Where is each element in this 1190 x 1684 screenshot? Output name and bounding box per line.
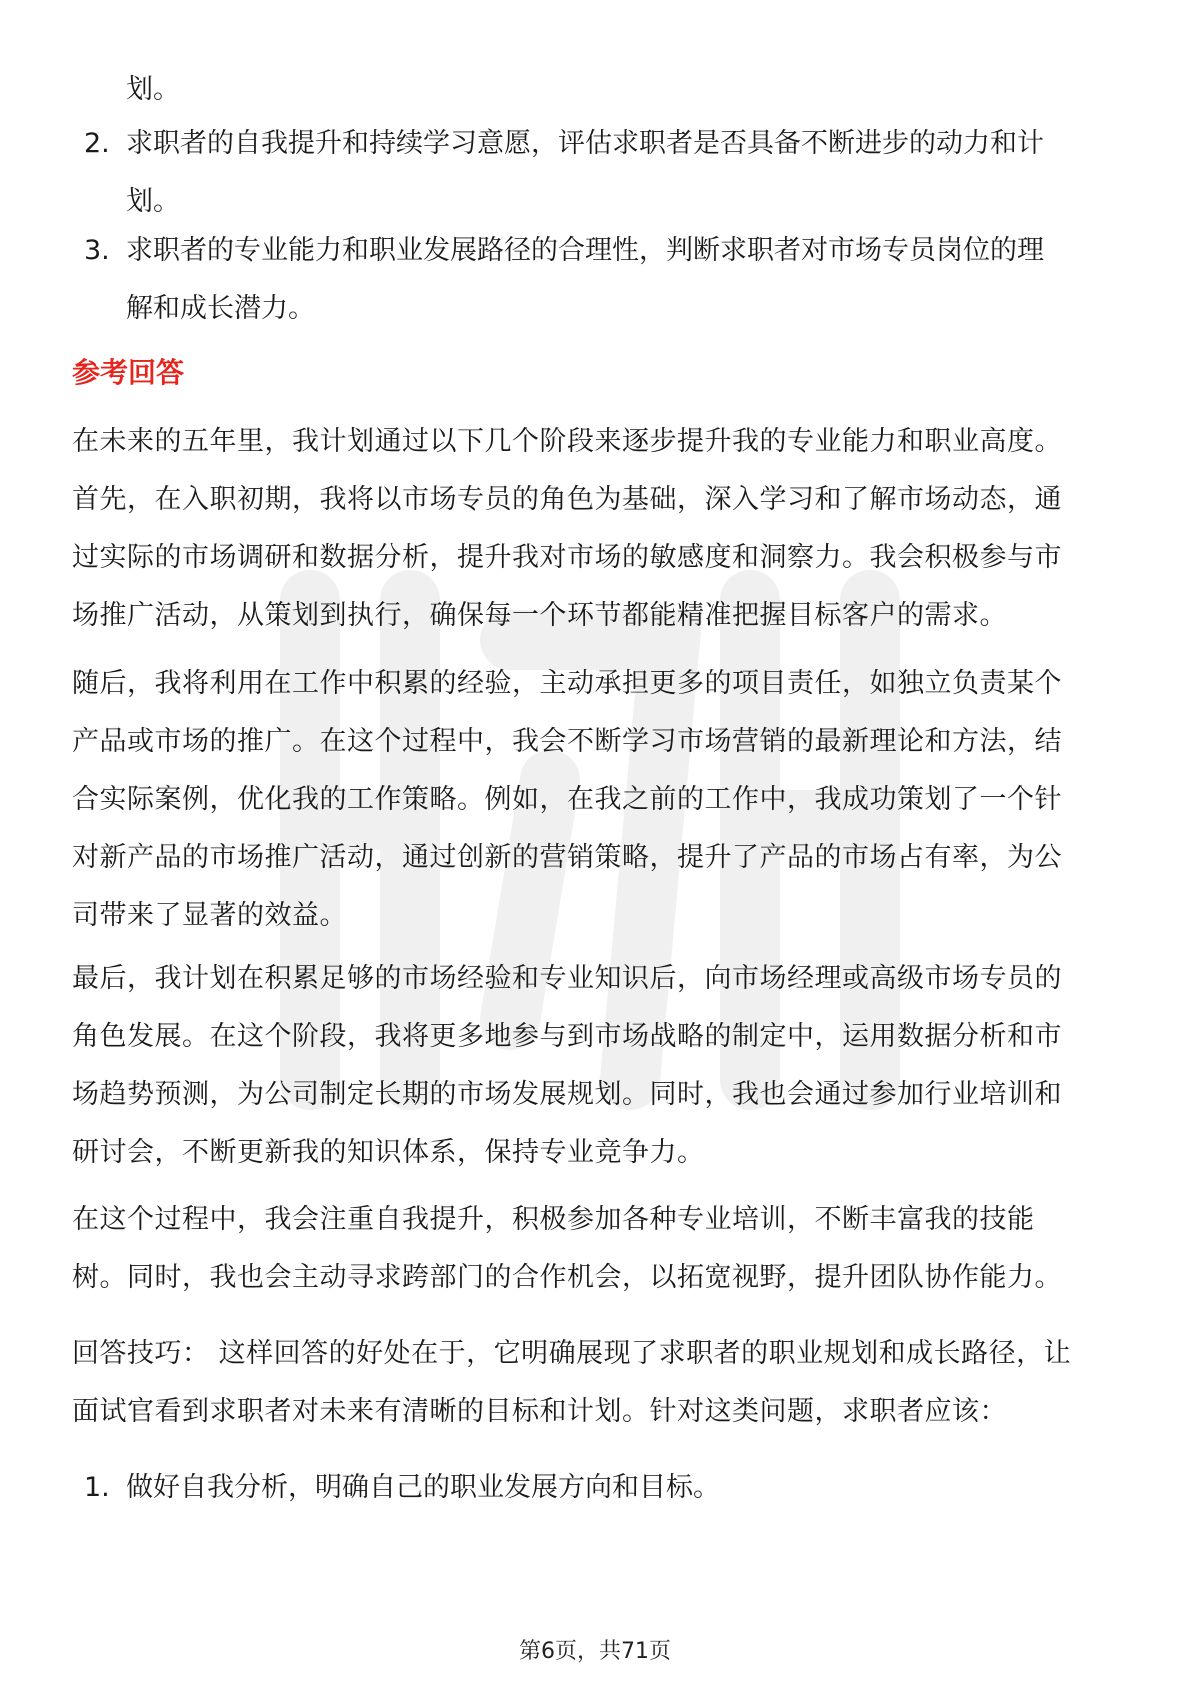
- list-number: 2.: [84, 128, 110, 159]
- list-text-line: 解和成长潜力。: [126, 293, 315, 324]
- list-text-line: 做好自我分析，明确自己的职业发展方向和目标。: [126, 1472, 720, 1503]
- evaluation-point-3: [72, 222, 1122, 338]
- list-text-line: 求职者的专业能力和职业发展路径的合理性，判断求职者对市场专员岗位的理: [126, 235, 1044, 266]
- paragraph-line: 随后，我将利用在工作中积累的经验，主动承担更多的项目责任，如独立负责某个: [72, 668, 1062, 699]
- answer-paragraph-3: [72, 950, 1122, 1182]
- answer-paragraph-2: [72, 655, 1122, 945]
- paragraph-line: 对新产品的市场推广活动，通过创新的营销策略，提升了产品的市场占有率，为公: [72, 842, 1062, 873]
- list-continuation: 划。: [126, 74, 180, 105]
- answer-tips-paragraph: [72, 1325, 1122, 1441]
- paragraph-line: 司带来了显著的效益。: [72, 900, 347, 931]
- list-number: 1.: [84, 1472, 110, 1503]
- list-number: 3.: [84, 235, 110, 266]
- answer-paragraph-4: [72, 1191, 1122, 1307]
- paragraph-line: 过实际的市场调研和数据分析，提升我对市场的敏感度和洞察力。我会积极参与市: [72, 542, 1062, 573]
- paragraph-line: 场趋势预测，为公司制定长期的市场发展规划。同时，我也会通过参加行业培训和: [72, 1079, 1062, 1110]
- paragraph-line: 首先，在入职初期，我将以市场专员的角色为基础，深入学习和了解市场动态，通: [72, 484, 1062, 515]
- paragraph-line: 场推广活动，从策划到执行，确保每一个环节都能精准把握目标客户的需求。: [72, 600, 1007, 631]
- paragraph-line: 面试官看到求职者对未来有清晰的目标和计划。针对这类问题，求职者应该：: [72, 1396, 1007, 1427]
- list-text-line: 求职者的自我提升和持续学习意愿，评估求职者是否具备不断进步的动力和计: [126, 128, 1044, 159]
- paragraph-line: 研讨会，不断更新我的知识体系，保持专业竞争力。: [72, 1137, 705, 1168]
- paragraph-line: 合实际案例，优化我的工作策略。例如，在我之前的工作中，我成功策划了一个针: [72, 784, 1062, 815]
- paragraph-line: 在这个过程中，我会注重自我提升，积极参加各种专业培训，不断丰富我的技能: [72, 1204, 1035, 1235]
- list-text-line: 划。: [126, 186, 180, 217]
- page-indicator: 第6页，共71页: [519, 1639, 671, 1664]
- paragraph-line: 回答技巧： 这样回答的好处在于，它明确展现了求职者的职业规划和成长路径，让: [72, 1338, 1072, 1369]
- paragraph-line: 最后，我计划在积累足够的市场经验和专业知识后，向市场经理或高级市场专员的: [72, 963, 1062, 994]
- paragraph-line: 产品或市场的推广。在这个过程中，我会不断学习市场营销的最新理论和方法，结: [72, 726, 1062, 757]
- paragraph-line: 角色发展。在这个阶段，我将更多地参与到市场战略的制定中，运用数据分析和市: [72, 1021, 1062, 1052]
- paragraph-line: 在未来的五年里，我计划通过以下几个阶段来逐步提升我的专业能力和职业高度。: [72, 426, 1062, 457]
- tip-item-1: [72, 1459, 1122, 1517]
- paragraph-line: 树。同时，我也会主动寻求跨部门的合作机会，以拓宽视野，提升团队协作能力。: [72, 1262, 1062, 1293]
- answer-paragraph-1: [72, 413, 1122, 645]
- evaluation-point-2: [72, 115, 1122, 231]
- reference-answer-heading: 参考回答: [72, 356, 185, 389]
